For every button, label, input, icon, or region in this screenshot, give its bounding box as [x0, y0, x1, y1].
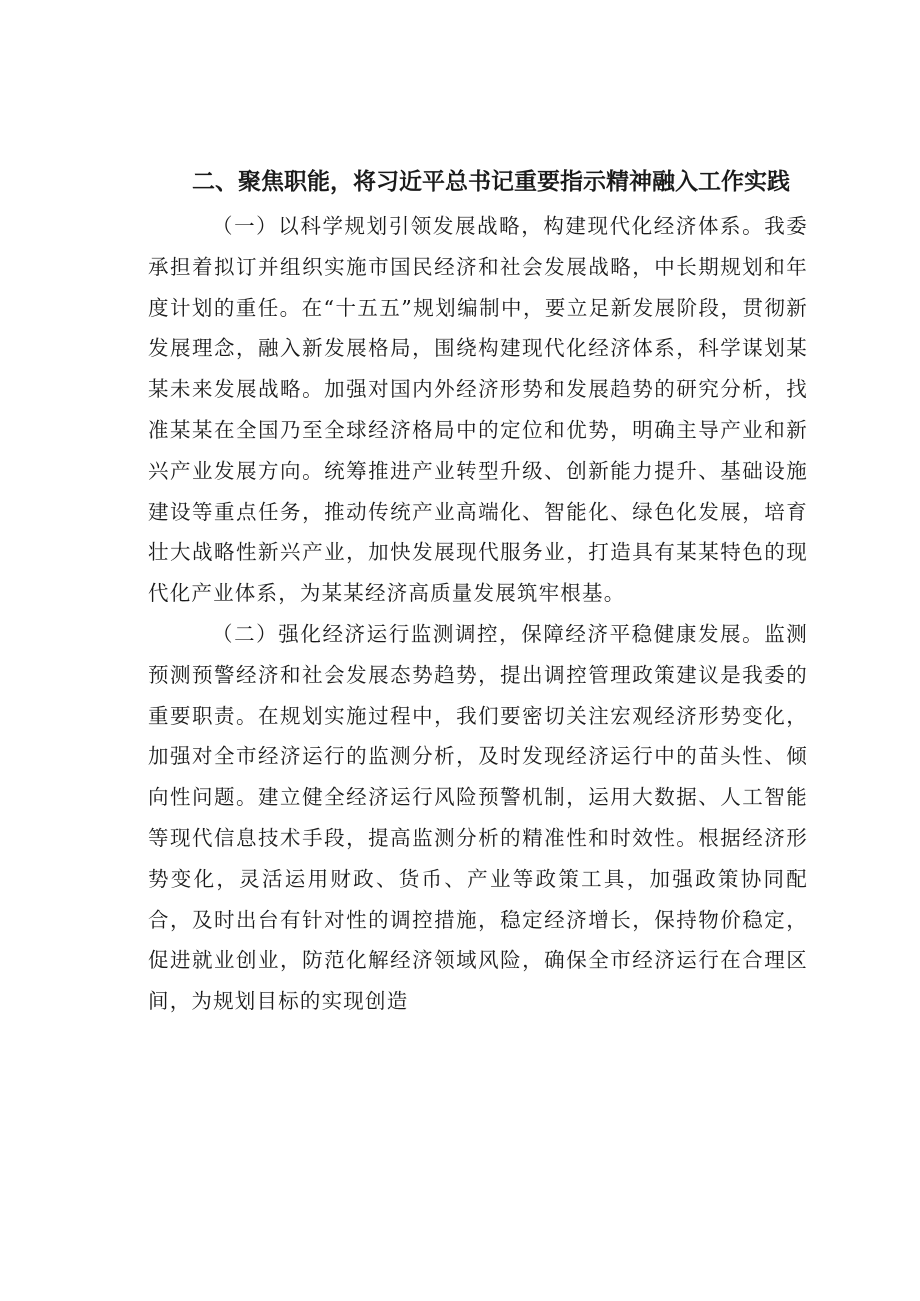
document-body — [148, 158, 808, 1022]
paragraph-1 — [148, 206, 808, 614]
paragraph-2-body: 监测预测预警经济和社会发展态势趋势，提出调控管理政策建议是我委的重要职责。在规划实施过程中，我们要密切关注宏观经济形势变化，加强对全市经济运行的监测分析，及时发现经济运行中的苗头性、倾向性问题。建立健全经济运行风险预警机制，运用大数据、人工智能等现代信息技术手段，提高监测分析的精准性和时效性。根据经济形势变化，灵活运用财政、货币、产业等政策工具，加强政策协同配合，及时出台有针对性的调控措施，稳定经济增长，保持物价稳定，促进就业创业，防范化解经济领域风险，确保全市经济运行在合理区间，为规划目标的实现创造 — [148, 621, 809, 1014]
paragraph-2-subheading: （二）强化经济运行监测调控，保障经济平稳健康发展。 — [212, 621, 765, 646]
section-heading: 二、聚焦职能，将习近平总书记重要指示精神融入工作实践 — [192, 169, 790, 195]
paragraph-1-body: 我委承担着拟订并组织实施市国民经济和社会发展战略，中长期规划和年度计划的重任。在“十五五”规划编制中，要立足新发展阶段，贯彻新发展理念，融入新发展格局，围绕构建现代化经济体系，科学谋划某某未来发展战略。加强对国内外经济形势和发展趋势的研究分析，找准某某在全国乃至全球经济格局中的定位和优势，明确主导产业和新兴产业发展方向。统筹推进产业转型升级、创新能力提升、基础设施建设等重点任务，推动传统产业高端化、智能化、绿色化发展，培育壮大战略性新兴产业，加快发展现代服务业，打造具有某某特色的现代化产业体系，为某某经济高质量发展筑牢根基。 — [148, 214, 809, 606]
paragraph-1-subheading: （一）以科学规划引领发展战略，构建现代化经济体系。 — [212, 214, 765, 238]
paragraph-2 — [148, 614, 808, 1022]
